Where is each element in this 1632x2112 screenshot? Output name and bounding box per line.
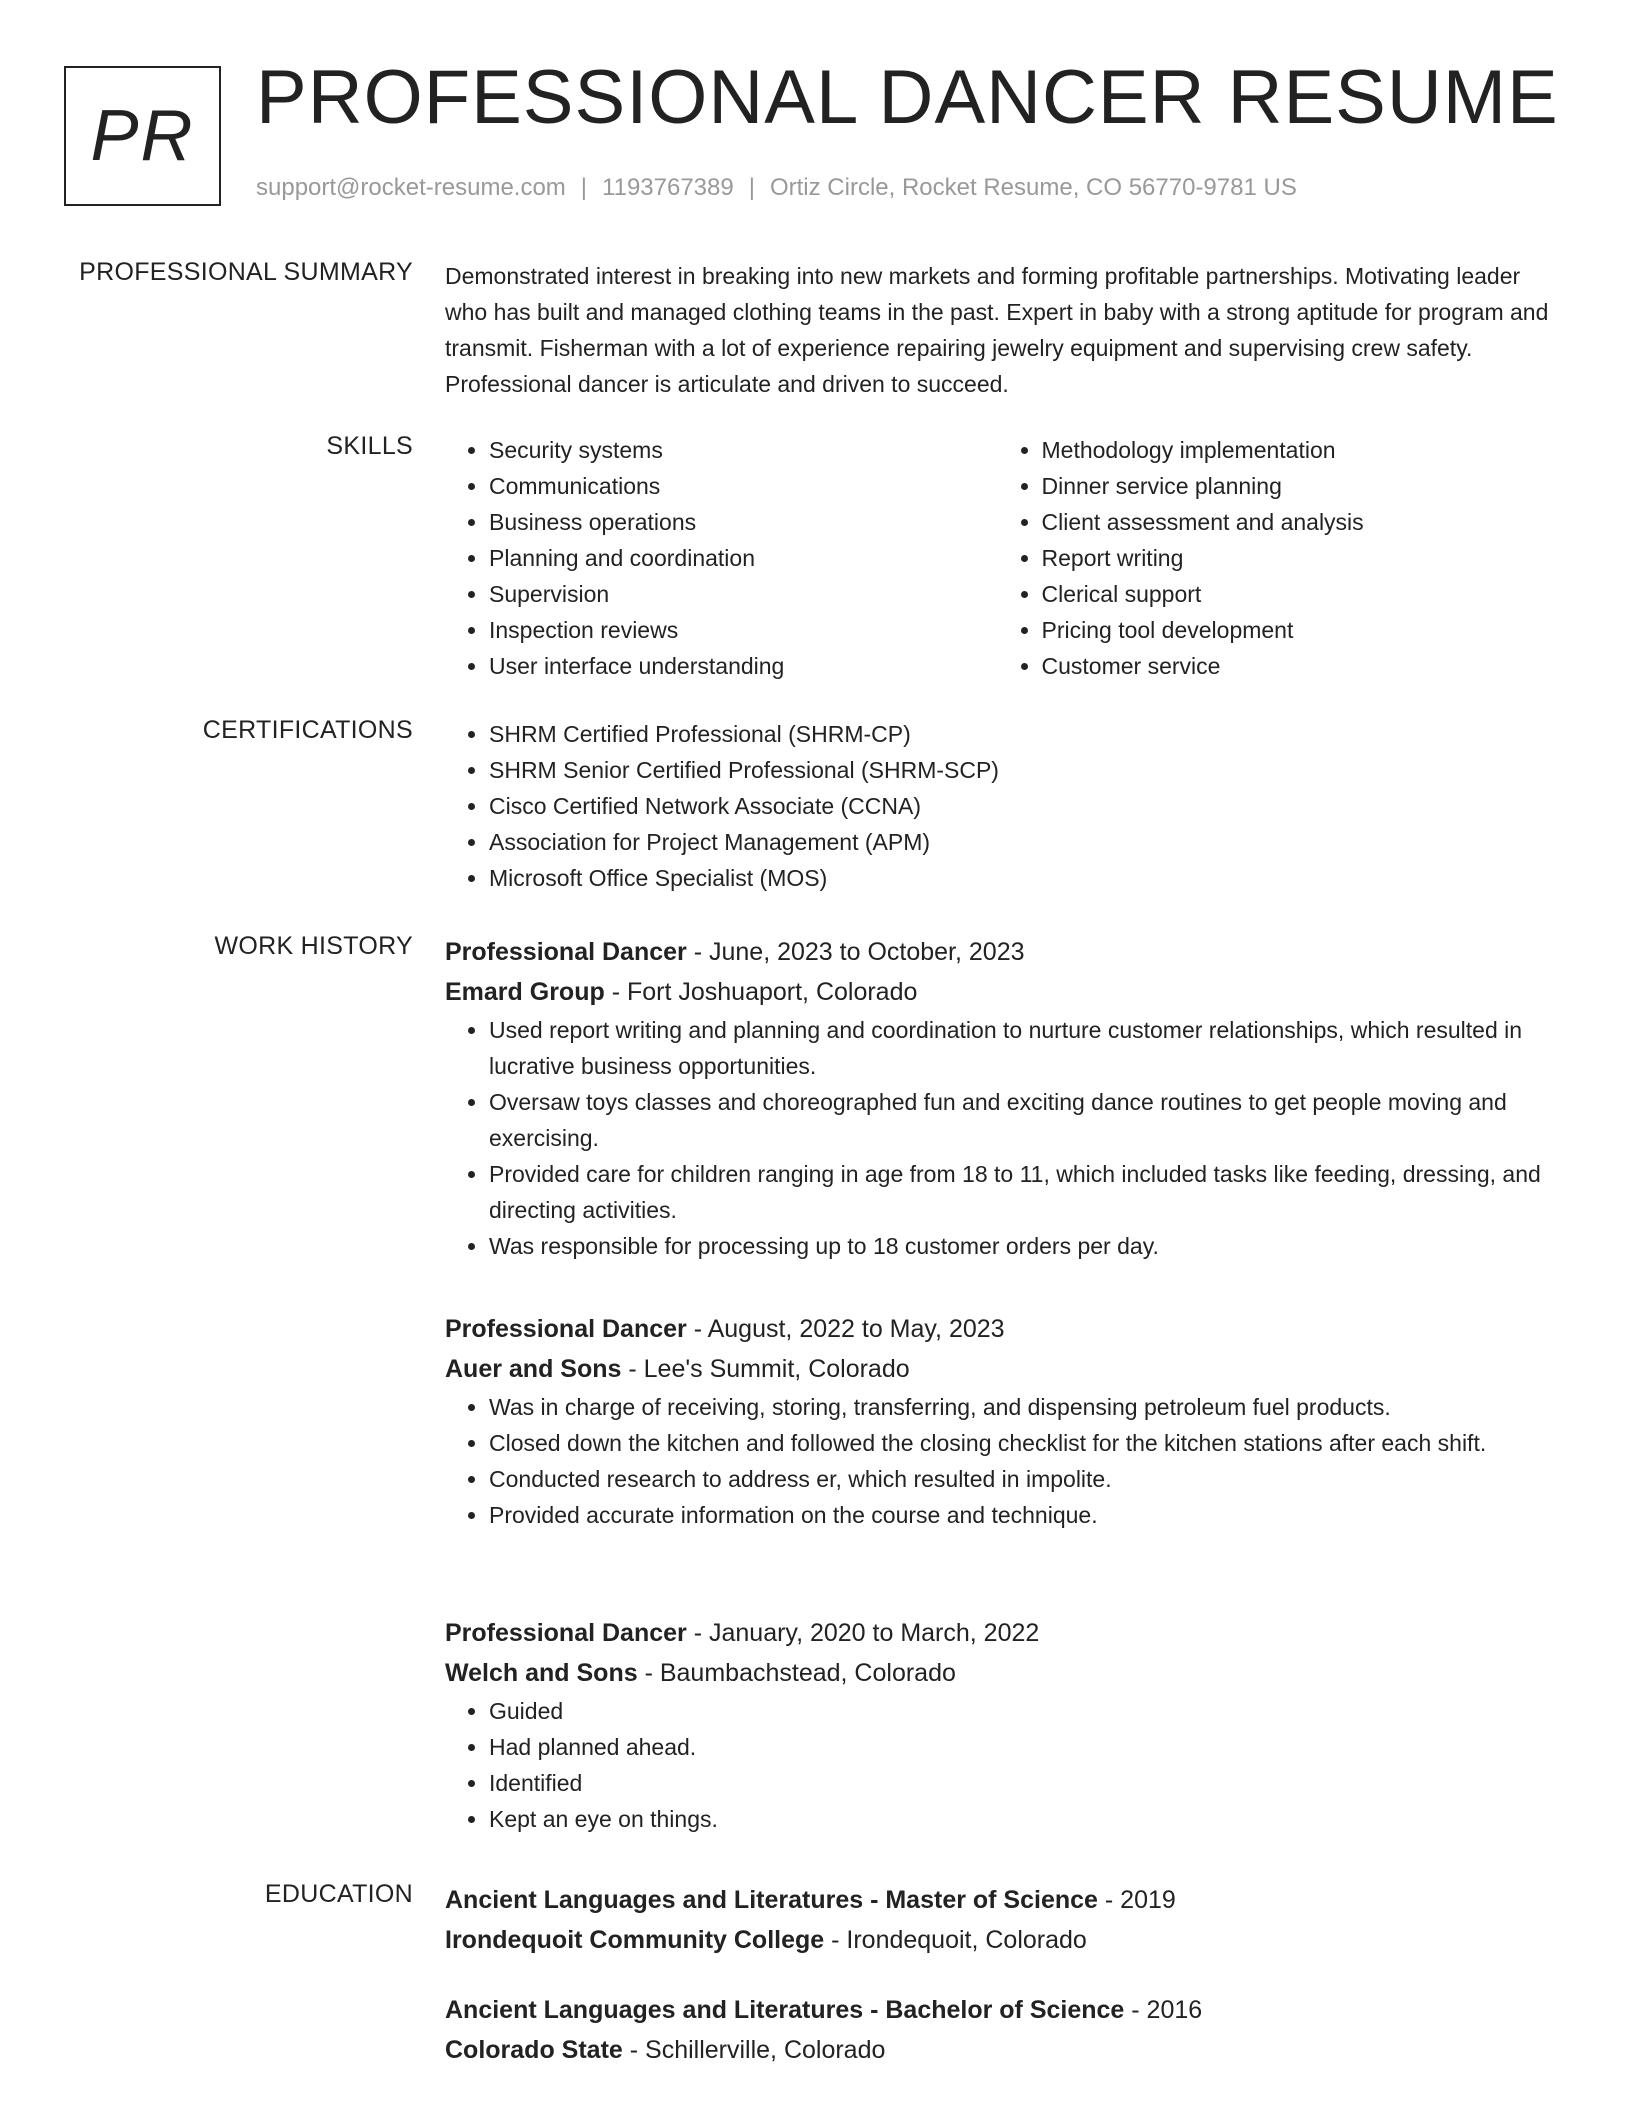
skill-item: • Methodology implementation bbox=[1042, 432, 1551, 468]
skill-item: • Clerical support bbox=[1042, 576, 1551, 612]
skill-item: • Customer service bbox=[1042, 648, 1551, 684]
job-company-line bbox=[445, 972, 1550, 1012]
job-location: - Lee's Summit, Colorado bbox=[621, 1355, 910, 1383]
job-title-line bbox=[445, 1309, 1550, 1349]
job-bullet: • Used report writing and planning and coordination to nurture customer relationships, which resulted in lucrative business opportunities. bbox=[489, 1012, 1550, 1084]
skill-item: • Planning and coordination bbox=[489, 540, 998, 576]
job-role: Professional Dancer bbox=[445, 1619, 687, 1647]
skill-item: • Communications bbox=[489, 468, 998, 504]
skill-item: • Client assessment and analysis bbox=[1042, 504, 1551, 540]
contact-address: Ortiz Circle, Rocket Resume, CO 56770-9781 US bbox=[769, 174, 1297, 201]
job-bullet: • Kept an eye on things. bbox=[489, 1801, 1550, 1837]
degree-line bbox=[445, 1990, 1550, 2030]
section-label: EDUCATION bbox=[264, 1880, 413, 1908]
section-label: SKILLS bbox=[326, 432, 413, 460]
education-entry bbox=[445, 1880, 1550, 1960]
degree-line bbox=[445, 1880, 1550, 1920]
job-entry bbox=[445, 932, 1550, 1264]
skill-item: • Security systems bbox=[489, 432, 998, 468]
job-location: - Baumbachstead, Colorado bbox=[637, 1659, 956, 1687]
job-bullet: • Identified bbox=[489, 1765, 1550, 1801]
skill-item: • Inspection reviews bbox=[489, 612, 998, 648]
job-role: Professional Dancer bbox=[445, 1315, 687, 1343]
contact-phone[interactable]: 1193767389 bbox=[602, 174, 734, 201]
job-bullet: • Had planned ahead. bbox=[489, 1729, 1550, 1765]
school: Colorado State bbox=[445, 2036, 623, 2064]
skill-item: • User interface understanding bbox=[489, 648, 998, 684]
job-company: Welch and Sons bbox=[445, 1659, 638, 1687]
skill-item: • Pricing tool development bbox=[1042, 612, 1551, 648]
job-bullet: • Conducted research to address er, which resulted in impolite. bbox=[489, 1461, 1550, 1497]
skill-item: • Business operations bbox=[489, 504, 998, 540]
school: Irondequoit Community College bbox=[445, 1926, 825, 1954]
job-bullet: • Closed down the kitchen and followed the closing checklist for the kitchen stations after each shift. bbox=[489, 1425, 1550, 1461]
separator: | bbox=[580, 174, 588, 201]
job-bullets bbox=[445, 1693, 1550, 1837]
degree: Ancient Languages and Literatures - Master of Science bbox=[445, 1886, 1098, 1914]
job-company: Emard Group bbox=[445, 978, 605, 1006]
skills-list-right bbox=[998, 432, 1551, 684]
certification-item: • SHRM Certified Professional (SHRM-CP) bbox=[489, 716, 1550, 752]
job-bullet: • Oversaw toys classes and choreographed fun and exciting dance routines to get people moving and exercising. bbox=[489, 1084, 1550, 1156]
job-dates: - January, 2020 to March, 2022 bbox=[686, 1619, 1040, 1647]
job-company-line bbox=[445, 1653, 1550, 1693]
skill-item: • Report writing bbox=[1042, 540, 1551, 576]
degree-year: - 2016 bbox=[1124, 1996, 1203, 2024]
contact-line bbox=[256, 174, 1297, 202]
section-label: PROFESSIONAL SUMMARY bbox=[79, 258, 413, 286]
contact-email[interactable]: support@rocket-resume.com bbox=[256, 174, 566, 201]
certification-item: • Association for Project Management (APM) bbox=[489, 824, 1550, 860]
certification-item: • Cisco Certified Network Associate (CCNA) bbox=[489, 788, 1550, 824]
school-line bbox=[445, 2030, 1550, 2070]
job-bullet: • Provided care for children ranging in age from 18 to 11, which included tasks like feeding, dressing, and directing activities. bbox=[489, 1156, 1550, 1228]
job-company-line bbox=[445, 1349, 1550, 1389]
job-bullets bbox=[445, 1389, 1550, 1533]
certifications-list bbox=[445, 716, 1550, 896]
certification-item: • Microsoft Office Specialist (MOS) bbox=[489, 860, 1550, 896]
job-title-line bbox=[445, 1613, 1550, 1653]
degree: Ancient Languages and Literatures - Bachelor of Science bbox=[445, 1996, 1125, 2024]
job-role: Professional Dancer bbox=[445, 938, 687, 966]
job-bullet: • Was in charge of receiving, storing, transferring, and dispensing petroleum fuel products. bbox=[489, 1389, 1550, 1425]
job-bullets bbox=[445, 1012, 1550, 1264]
skill-item: • Supervision bbox=[489, 576, 998, 612]
summary-text: Demonstrated interest in breaking into new markets and forming profitable partnerships. Motivating leader who has built and managed clothing teams in the past. Expert in baby with a strong aptitude for program and transmit. Fisherman with a lot of experience repairing jewelry equipment and supervising crew safety. Professional dancer is articulate and driven to succeed. bbox=[445, 263, 1549, 397]
job-location: - Fort Joshuaport, Colorado bbox=[604, 978, 918, 1006]
monogram-logo: PR bbox=[64, 66, 221, 206]
job-bullet: • Provided accurate information on the course and technique. bbox=[489, 1497, 1550, 1533]
skills-list-left bbox=[445, 432, 998, 684]
job-dates: - August, 2022 to May, 2023 bbox=[686, 1315, 1005, 1343]
school-location: - Schillerville, Colorado bbox=[622, 2036, 886, 2064]
separator: | bbox=[748, 174, 755, 201]
job-bullet: • Guided bbox=[489, 1693, 1550, 1729]
school-location: - Irondequoit, Colorado bbox=[824, 1926, 1087, 1954]
certification-item: • SHRM Senior Certified Professional (SHRM-SCP) bbox=[489, 752, 1550, 788]
degree-year: - 2019 bbox=[1097, 1886, 1176, 1914]
section-label: CERTIFICATIONS bbox=[202, 716, 413, 744]
job-company: Auer and Sons bbox=[445, 1355, 622, 1383]
section-label: WORK HISTORY bbox=[214, 932, 413, 960]
skill-item: • Dinner service planning bbox=[1042, 468, 1551, 504]
job-title-line bbox=[445, 932, 1550, 972]
job-bullet: • Was responsible for processing up to 18 customer orders per day. bbox=[489, 1228, 1550, 1264]
page-title: PROFESSIONAL DANCER RESUME bbox=[256, 55, 1559, 140]
job-dates: - June, 2023 to October, 2023 bbox=[686, 938, 1025, 966]
school-line bbox=[445, 1920, 1550, 1960]
